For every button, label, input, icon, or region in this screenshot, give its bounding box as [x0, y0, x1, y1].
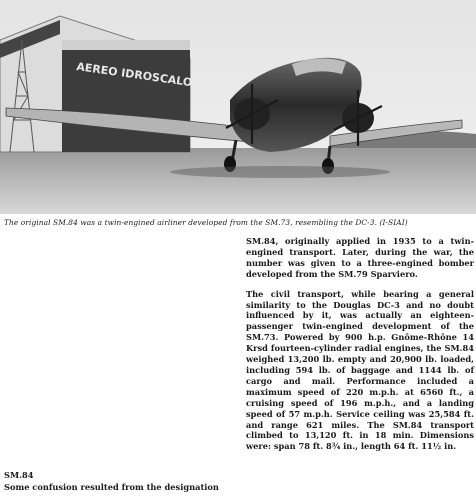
article-paragraph: The civil transport, while bearing a general similarity to the Douglas DC-3 and no doubt influenced by it, was actually an eighteen-passenger twin-engined development of the SM.73. Powered by 900 h.p. Gnôme-Rhône 14 Krsd fourteen-cylinder radial engines, the SM.84 weighed 13,200 lb. empty and 20,900 lb. loaded, including 594 lb. of baggage and 1144 lb. of cargo and mail. Performance included a maximum speed of 220 m.p.h. at 6560 ft., a cruising speed of 196 m.p.h., and a landing speed of 57 m.p.h. Service ceiling was 25,584 ft. and range 621 miles. The SM.84 transport climbed to 13,120 ft. in 18 min. Dimensions were: span 78 ft. 8¾ in., length 64 ft. 11½ in. [246, 288, 474, 452]
article-column [246, 236, 474, 461]
hangar-sign: AEREO IDROSCALO [75, 60, 193, 90]
photo-illustration [0, 0, 476, 214]
section-intro: Some confusion resulted from the designation [4, 482, 219, 492]
photo-caption: The original SM.84 was a twin-engined airliner developed from the SM.73, resembling the DC-3. (I-SIAI) [4, 218, 408, 227]
article-paragraph: SM.84, originally applied in 1935 to a twin-engined transport. Later, during the war, the number was given to a three-engined bomber developed from the SM.79 Sparviero. [246, 236, 474, 279]
section-heading: SM.84 [4, 470, 34, 480]
aircraft-photo [0, 0, 476, 214]
